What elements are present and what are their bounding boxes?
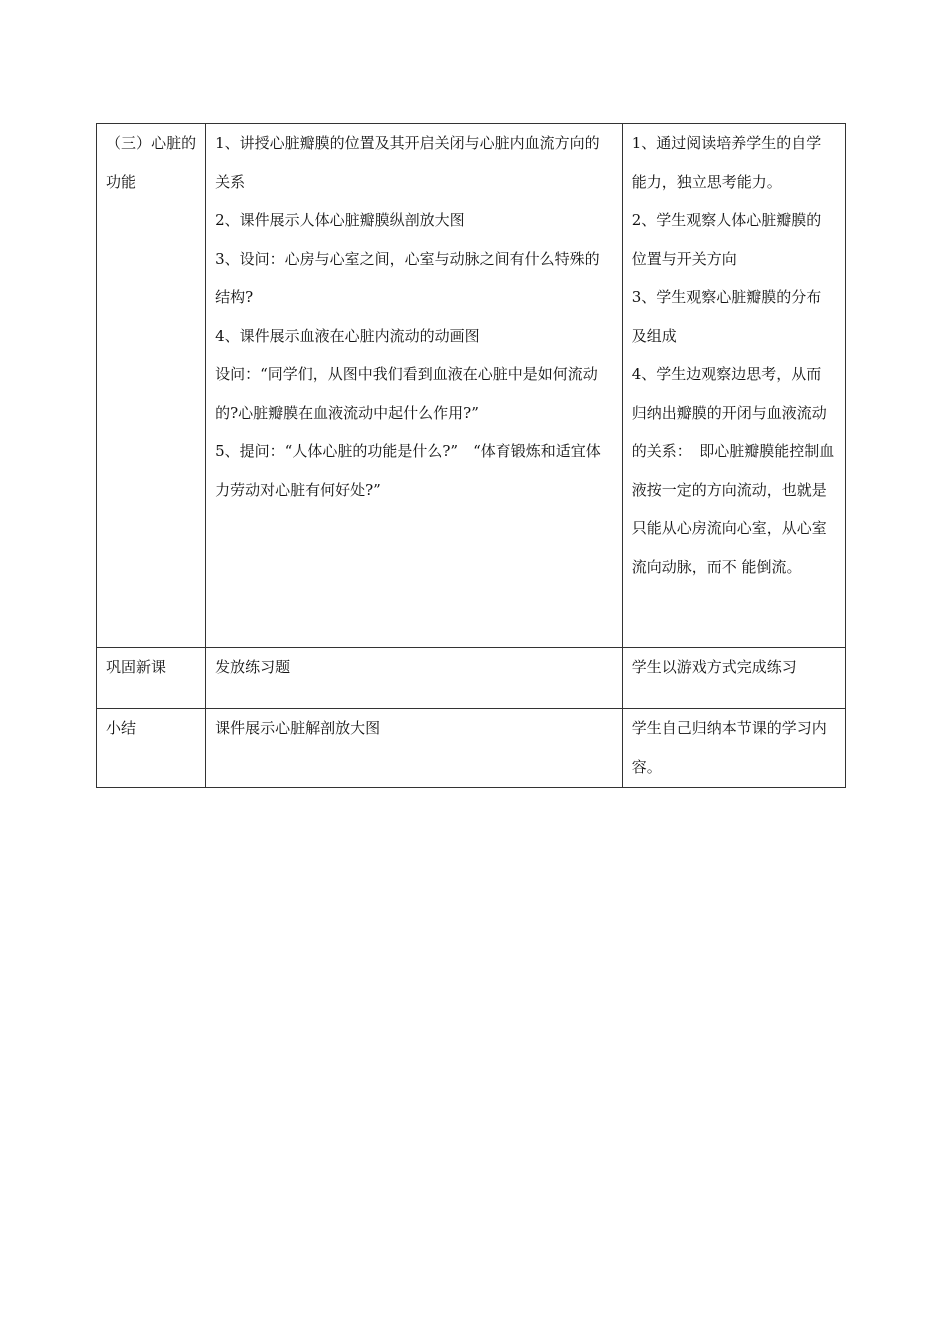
table-row bbox=[97, 124, 846, 648]
stage-label: 巩固新课 bbox=[106, 658, 167, 676]
lesson-plan-table bbox=[96, 123, 846, 788]
teacher-activity-cell bbox=[206, 648, 623, 709]
teacher-activity-cell bbox=[206, 124, 623, 648]
student-activity-cell bbox=[622, 648, 845, 709]
teacher-step: 1、讲授心脏瓣膜的位置及其开启关闭与心脏内血流方向的关系 bbox=[215, 134, 600, 191]
student-step: 学生以游戏方式完成练习 bbox=[631, 658, 797, 676]
student-step: 4、学生边观察边思考，从而归纳出瓣膜的开闭与血液流动的关系： 即心脏瓣膜能控制血液按一定的方向流动，也就是只能从心房流向心室，从心室流向动脉，而不 能倒流。 bbox=[631, 365, 835, 576]
teacher-activity-cell bbox=[206, 709, 623, 788]
teacher-step: 发放练习题 bbox=[215, 658, 291, 676]
table-row bbox=[97, 648, 846, 709]
stage-cell bbox=[97, 709, 206, 788]
teacher-step: 课件展示心脏解剖放大图 bbox=[215, 719, 381, 737]
stage-label: （三）心脏的功能 bbox=[106, 134, 197, 191]
student-activity-cell bbox=[622, 709, 845, 788]
student-step: 3、学生观察心脏瓣膜的分布及组成 bbox=[631, 288, 822, 345]
stage-label: 小结 bbox=[106, 719, 137, 737]
student-step: 2、学生观察人体心脏瓣膜的位置与开关方向 bbox=[631, 211, 822, 268]
student-step: 学生自己归纳本节课的学习内容。 bbox=[631, 719, 827, 776]
teacher-step: 4、课件展示血液在心脏内流动的动画图 bbox=[215, 326, 480, 345]
teacher-step: 3、设问：心房与心室之间，心室与动脉之间有什么特殊的结构? bbox=[215, 249, 600, 306]
stage-cell bbox=[97, 124, 206, 648]
teacher-step: 5、提问：“人体心脏的功能是什么?” “体育锻炼和适宜体力劳动对心脏有何好处?” bbox=[215, 442, 601, 499]
teacher-step: 2、课件展示人体心脏瓣膜纵剖放大图 bbox=[215, 211, 465, 229]
teacher-step: 设问：“同学们，从图中我们看到血液在心脏中是如何流动的?心脏瓣膜在血液流动中起什么作用?” bbox=[215, 365, 598, 422]
table-row bbox=[97, 709, 846, 788]
student-step: 1、通过阅读培养学生的自学能力，独立思考能力。 bbox=[631, 134, 822, 191]
student-activity-cell bbox=[622, 124, 845, 648]
stage-cell bbox=[97, 648, 206, 709]
